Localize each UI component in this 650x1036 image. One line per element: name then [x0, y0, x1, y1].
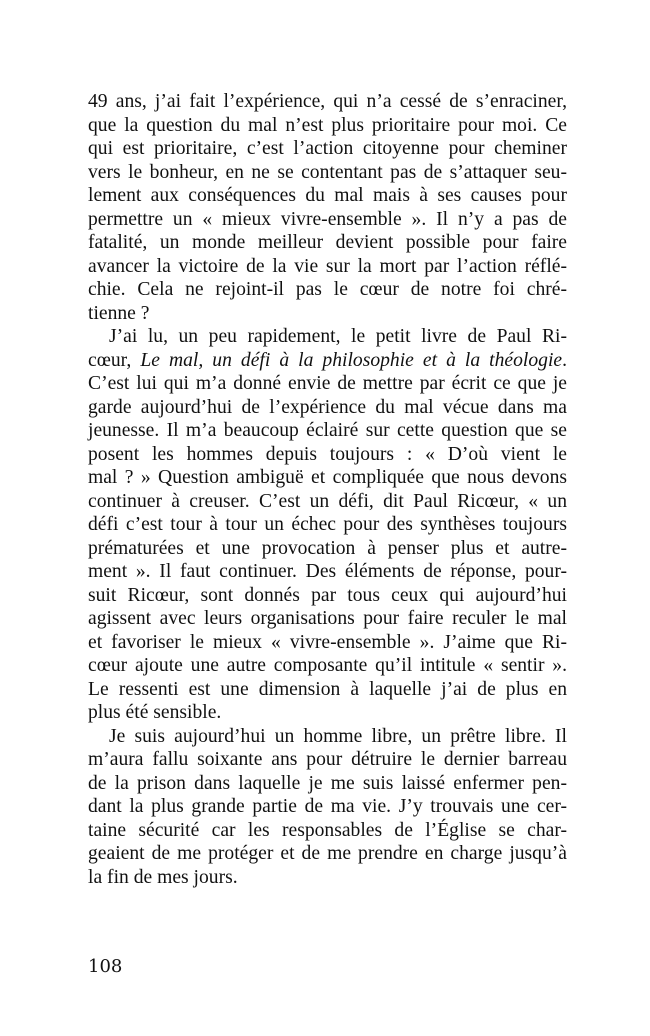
text-segment: taine sécurité car les responsables de l’Église se char-: [88, 819, 567, 841]
text-line: [88, 701, 567, 725]
text-segment: vers le bonheur, en ne se contentant pas de s’attaquer seu-: [88, 161, 567, 183]
text-line: [88, 278, 567, 302]
text-line: [88, 208, 567, 232]
text-segment: agissent avec leurs organisations pour faire reculer le mal: [88, 608, 567, 629]
text-segment: continuer à creuser. C’est un défi, dit Paul Ricœur, « un: [88, 490, 567, 512]
text-line: [88, 678, 567, 702]
page-number: 108: [88, 956, 123, 977]
text-segment: dant la plus grande partie de ma vie. J’y trouvais une cer-: [88, 796, 567, 817]
text-segment: garde aujourd’hui de l’expérience du mal vécue dans ma: [88, 396, 567, 418]
text-segment: fatalité, un monde meilleur devient possible pour faire: [88, 232, 567, 253]
paragraph: [88, 725, 567, 890]
text-segment: 49 ans, j’ai fait l’expérience, qui n’a cessé de s’enraciner,: [88, 91, 567, 112]
text-line: [88, 184, 567, 208]
text-line: [88, 114, 567, 138]
text-line: [88, 349, 567, 373]
text-line: [88, 325, 567, 349]
text-line: [88, 513, 567, 537]
text-line: [88, 795, 567, 819]
text-line: [88, 161, 567, 185]
text-line: [88, 419, 567, 443]
text-line: [88, 772, 567, 796]
paragraph: [88, 325, 567, 725]
text-segment: qui est prioritaire, c’est l’action citoyenne pour cheminer: [88, 138, 567, 159]
text-segment: prématurées et une provocation à penser plus et autre-: [88, 537, 567, 559]
text-line: [88, 631, 567, 655]
text-line: [88, 443, 567, 467]
text-line: [88, 490, 567, 514]
text-segment: cœur ajoute une autre composante qu’il intitule « sentir ».: [88, 655, 567, 676]
text-segment: Je suis aujourd’hui un homme libre, un prêtre libre. Il: [109, 725, 567, 747]
text-segment: cœur,: [88, 349, 141, 371]
text-line: [88, 466, 567, 490]
text-line: [88, 560, 567, 584]
text-line: [88, 584, 567, 608]
text-segment: de la prison dans laquelle je me suis laissé enfermer pen-: [88, 772, 567, 794]
text-line: [88, 302, 567, 326]
text-segment: plus été sensible.: [88, 702, 222, 723]
text-line: [88, 748, 567, 772]
text-line: [88, 819, 567, 843]
text-segment: geaient de me protéger et de me prendre en charge jusqu’à: [88, 843, 567, 864]
text-segment: mal ? » Question ambiguë et compliquée que nous devons: [88, 467, 567, 488]
text-line: [88, 90, 567, 114]
text-segment: C’est lui qui m’a donné envie de mettre par écrit ce que je: [88, 373, 567, 394]
text-segment: défi c’est tour à tour un échec pour des synthèses toujours: [88, 514, 567, 535]
text-segment: permettre un « mieux vivre-ensemble ». Il n’y a pas de: [88, 208, 567, 230]
text-segment: lement aux conséquences du mal mais à ses causes pour: [88, 185, 567, 206]
text-segment: chie. Cela ne rejoint-il pas le cœur de notre foi chré-: [88, 279, 567, 300]
text-line: [88, 396, 567, 420]
text-line: [88, 255, 567, 279]
text-line: [88, 654, 567, 678]
text-segment: ment ». Il faut continuer. Des éléments de réponse, pour-: [88, 561, 567, 582]
book-title-italic: Le mal, un défi à la philosophie et à la théologie: [140, 349, 563, 371]
text-line: [88, 725, 567, 749]
text-segment: jeunesse. Il m’a beaucoup éclairé sur cette question que se: [88, 420, 567, 441]
text-segment: et favoriser le mieux « vivre-ensemble ». J’aime que Ri-: [88, 631, 567, 653]
text-segment: posent les hommes depuis toujours : « D’où vient le: [88, 443, 567, 465]
text-segment: tienne ?: [88, 302, 150, 324]
text-line: [88, 866, 567, 890]
text-segment: m’aura fallu soixante ans pour détruire le dernier barreau: [88, 749, 567, 770]
text-line: [88, 137, 567, 161]
text-segment: avancer la victoire de la vie sur la mort par l’action réflé-: [88, 255, 567, 277]
text-segment: que la question du mal n’est plus prioritaire pour moi. Ce: [88, 114, 567, 136]
text-segment: .: [562, 349, 568, 371]
body-text: [88, 90, 567, 889]
text-line: [88, 231, 567, 255]
text-segment: Le ressenti est une dimension à laquelle j’ai de plus en: [88, 678, 567, 700]
text-line: [88, 607, 567, 631]
text-segment: J’ai lu, un peu rapidement, le petit livre de Paul Ri-: [109, 326, 567, 347]
paragraph: [88, 90, 567, 325]
text-line: [88, 842, 567, 866]
text-line: [88, 372, 567, 396]
text-segment: suit Ricœur, sont donnés par tous ceux qui aujourd’hui: [88, 584, 567, 606]
text-segment: la fin de mes jours.: [88, 866, 238, 888]
text-line: [88, 537, 567, 561]
